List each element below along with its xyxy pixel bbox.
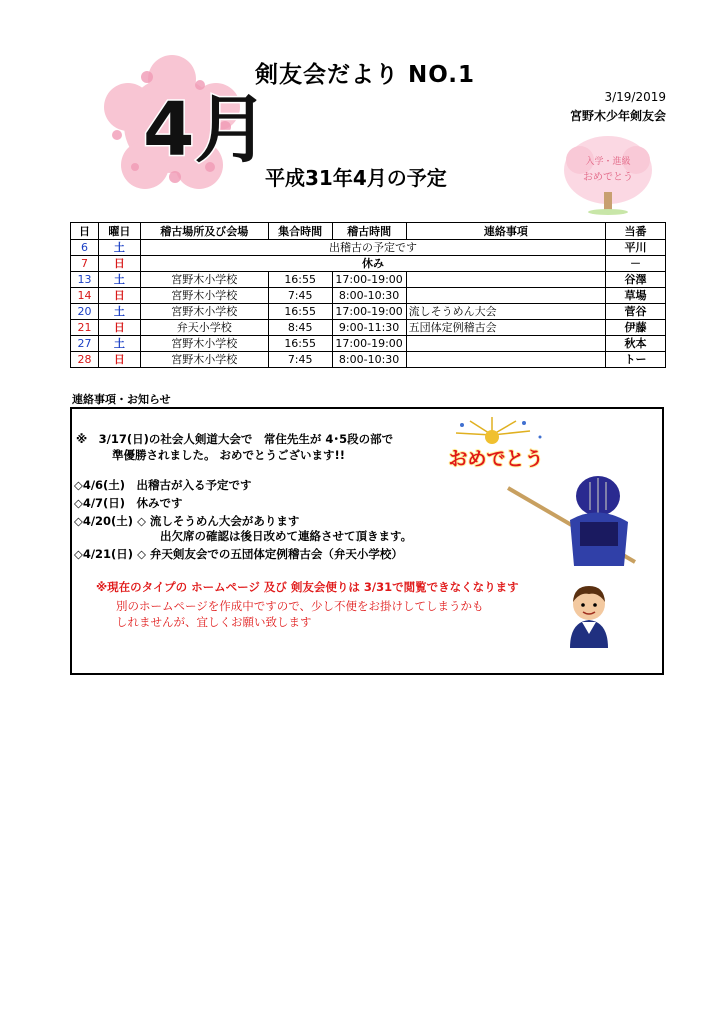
duty-cell: 菅谷: [606, 304, 666, 320]
notice-red-line-2: 別のホームページを作成中ですので、少し不便をお掛けしてしまうかも: [116, 599, 484, 613]
schedule-header-row: [71, 223, 666, 240]
weekday-cell: 日: [98, 288, 140, 304]
note-cell: [406, 288, 606, 304]
time-cell: 8:00-10:30: [332, 352, 406, 368]
notice-line-6: 出欠席の確認は後日改めて連絡させて頂きます。: [160, 529, 413, 543]
kendo-armor-illustration: [500, 470, 640, 570]
duty-cell: －: [606, 256, 666, 272]
weekday-cell: 日: [98, 352, 140, 368]
col-duty: 当番: [606, 223, 666, 240]
meet-cell: 16:55: [268, 304, 332, 320]
day-cell: 21: [71, 320, 99, 336]
tree-text-2: おめでとう: [583, 172, 633, 183]
note-cell: 流しそうめん大会: [406, 304, 606, 320]
table-row: [71, 288, 666, 304]
time-cell: 9:00-11:30: [332, 320, 406, 336]
place-cell: 宮野木小学校: [140, 304, 268, 320]
month-number: 4月: [143, 87, 269, 173]
duty-cell: 草場: [606, 288, 666, 304]
day-cell: 20: [71, 304, 99, 320]
notice-line-2: 準優勝されました。 おめでとうございます!!: [112, 448, 345, 462]
col-meet-time: 集合時間: [268, 223, 332, 240]
duty-cell: トー: [606, 352, 666, 368]
day-cell: 7: [71, 256, 99, 272]
merged-cell: 出稽古の予定です: [140, 240, 605, 256]
meet-cell: 8:45: [268, 320, 332, 336]
notice-line-1: ※ 3/17(日)の社会人剣道大会で 常住先生が 4･5段の部で: [76, 432, 394, 446]
issue-date: 3/19/2019: [604, 90, 666, 104]
note-cell: [406, 272, 606, 288]
meet-cell: 16:55: [268, 272, 332, 288]
notice-line-4: ◇4/7(日) 休みです: [74, 496, 183, 510]
day-cell: 27: [71, 336, 99, 352]
month-flower-badge: [95, 55, 269, 195]
col-notes: 連絡事項: [406, 223, 606, 240]
weekday-cell: 土: [98, 336, 140, 352]
duty-cell: 秋本: [606, 336, 666, 352]
table-row: [71, 336, 666, 352]
table-row: [71, 272, 666, 288]
schedule-title: 平成31年4月の予定: [265, 166, 447, 190]
tree-text-1: 入学・進級: [585, 157, 631, 167]
celebration-tree-illustration: [560, 130, 656, 216]
time-cell: 8:00-10:30: [332, 288, 406, 304]
schedule-table: [70, 222, 666, 368]
time-cell: 17:00-19:00: [332, 336, 406, 352]
col-day: 日: [71, 223, 99, 240]
place-cell: 宮野木小学校: [140, 352, 268, 368]
day-cell: 13: [71, 272, 99, 288]
notice-line-7: ◇4/21(日) ◇ 弁天剣友会での五団体定例稽古会（弁天小学校）: [74, 547, 403, 561]
place-cell: 宮野木小学校: [140, 336, 268, 352]
table-row: [71, 352, 666, 368]
table-row: [71, 256, 666, 272]
note-cell: [406, 352, 606, 368]
duty-cell: 谷澤: [606, 272, 666, 288]
congratulations-text: おめでとう: [448, 448, 544, 470]
notice-line-5: ◇4/20(土) ◇ 流しそうめん大会があります: [74, 514, 300, 528]
table-row: [71, 240, 666, 256]
weekday-cell: 土: [98, 240, 140, 256]
note-cell: [406, 336, 606, 352]
place-cell: 宮野木小学校: [140, 272, 268, 288]
weekday-cell: 日: [98, 256, 140, 272]
col-practice-time: 稽古時間: [332, 223, 406, 240]
notice-red-line-3: しれませんが、宜しくお願い致します: [116, 615, 312, 629]
duty-cell: 伊藤: [606, 320, 666, 336]
meet-cell: 7:45: [268, 352, 332, 368]
col-place: 稽古場所及び会場: [140, 223, 268, 240]
col-weekday: 曜日: [98, 223, 140, 240]
merged-cell: 休み: [140, 256, 605, 272]
place-cell: 宮野木小学校: [140, 288, 268, 304]
weekday-cell: 土: [98, 304, 140, 320]
newsletter-title: 剣友会だより NO.1: [255, 62, 476, 88]
weekday-cell: 日: [98, 320, 140, 336]
day-cell: 28: [71, 352, 99, 368]
weekday-cell: 土: [98, 272, 140, 288]
meet-cell: 16:55: [268, 336, 332, 352]
note-cell: 五団体定例稽古会: [406, 320, 606, 336]
meet-cell: 7:45: [268, 288, 332, 304]
day-cell: 6: [71, 240, 99, 256]
day-cell: 14: [71, 288, 99, 304]
table-row: [71, 304, 666, 320]
time-cell: 17:00-19:00: [332, 304, 406, 320]
place-cell: 弁天小学校: [140, 320, 268, 336]
boy-illustration: [560, 578, 618, 650]
table-row: [71, 320, 666, 336]
club-name: 宮野木少年剣友会: [569, 109, 666, 123]
time-cell: 17:00-19:00: [332, 272, 406, 288]
notice-heading: 連絡事項・お知らせ: [72, 393, 171, 406]
notice-line-3: ◇4/6(土) 出稽古が入る予定です: [74, 478, 252, 492]
duty-cell: 平川: [606, 240, 666, 256]
notice-red-line-1: ※現在のタイプの ホームページ 及び 剣友会便りは 3/31で閲覧できなくなります: [96, 580, 519, 594]
